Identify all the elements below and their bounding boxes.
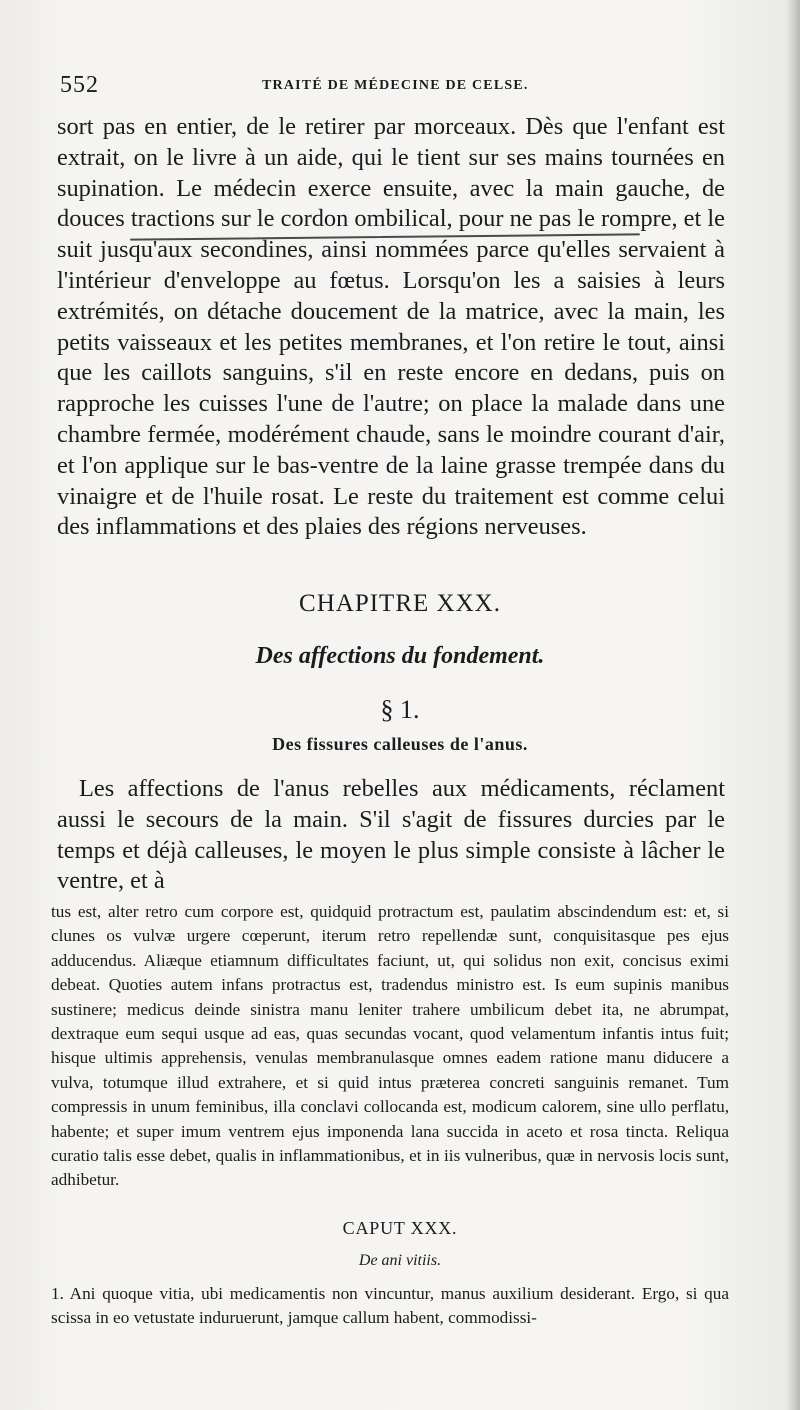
chapter-subtitle: Des affections du fondement. [255, 643, 545, 669]
french-section-block [57, 774, 725, 897]
section-title: Des fissures calleuses de l'anus. [272, 734, 528, 754]
latin-section-paragraph: 1. Ani quoque vitia, ubi medicamentis non vincuntur, manus auxilium desiderant. Ergo, si qua scissa in eo vetustate induruerunt, jamque callum habent, commodissi- [51, 1284, 729, 1328]
page-number: 552 [60, 72, 99, 98]
caput-subtitle: De ani vitiis. [358, 1252, 442, 1269]
chapter-title: CHAPITRE XXX. [299, 590, 501, 617]
french-section-paragraph: Les affections de l'anus rebelles aux médicaments, réclament aussi le secours de la main. S'il s'agit de fissures durcies par le temps et déjà calleuses, le moyen le plus simple consiste à lâcher le ventre, et à [57, 775, 725, 895]
caput-title: CAPUT XXX. [342, 1218, 458, 1238]
french-continuation-paragraph: sort pas en entier, de le retirer par morceaux. Dès que l'enfant est extrait, on le livre à un aide, qui le tient sur ses mains tournées en supination. Le médecin exerce ensuite, avec la main gauche, de douces tractions sur le cordon ombilical, pour ne pas le rompre, et le suit jusqu'aux secondines, ainsi nommées parce qu'elles servaient à l'intérieur d'enveloppe au fœtus. Lorsqu'on les a saisies à leurs extrémités, on détache doucement de la matrice, avec la main, les petits vaisseaux et les petites membranes, et l'on retire le tout, ainsi que les caillots sanguins, s'il en reste encore en dedans, puis on rapproche les cuisses l'une de l'autre; on place la malade dans une chambre fermée, modérément chaude, sans le moindre courant d'air, et l'on applique sur le bas-ventre de la laine grasse trempée dans du vinaigre et de l'huile rosat. Le reste du traitement est comme celui des inflammations et des plaies des régions nerveuses. [57, 113, 725, 541]
french-continuation-block [57, 112, 725, 543]
latin-continuation-block [51, 900, 729, 1193]
latin-continuation-paragraph: tus est, alter retro cum corpore est, quidquid protractum est, paulatim abscindendum est: et, si clunes os vulvæ urgere cœperunt, iterum retro repellendæ sunt, conquisitasque pes ejus adducendus. Aliæque etiamnum difficultates faciunt, ut, qui solidus non exit, concisus eximi debeat. Quoties autem infans protractus est, tradendus ministro est. Is eum supinis manibus sustinere; medicus deinde sinistra manu leniter trahere umbilicum debet ita, ne abrumpat, dextraque eum sequi usque ad eas, quas secundas vocant, quod velamentum infantis intus fuit; hisque ultimis apprehensis, venulas membranulasque omnes eadem ratione manu diducere a vulva, totumque illud extrahere, et si quid intus præterea concreti sanguinis remanet. Tum compressis in unum feminibus, illa conclavi collocanda est, modicum calorem, sine ullo perflatu, habente; et super imum ventrem ejus imponenda lana succida in aceto et rosa tincta. Reliqua curatio talis esse debet, qualis in inflammationibus, et in iis vulneribus, quæ in nervosis locis sunt, adhibetur. [51, 902, 729, 1190]
section-mark: § 1. [380, 695, 420, 724]
page-header [52, 72, 752, 102]
running-title: TRAITÉ DE MÉDECINE DE CELSE. [262, 78, 529, 93]
latin-section-block [51, 1282, 729, 1331]
